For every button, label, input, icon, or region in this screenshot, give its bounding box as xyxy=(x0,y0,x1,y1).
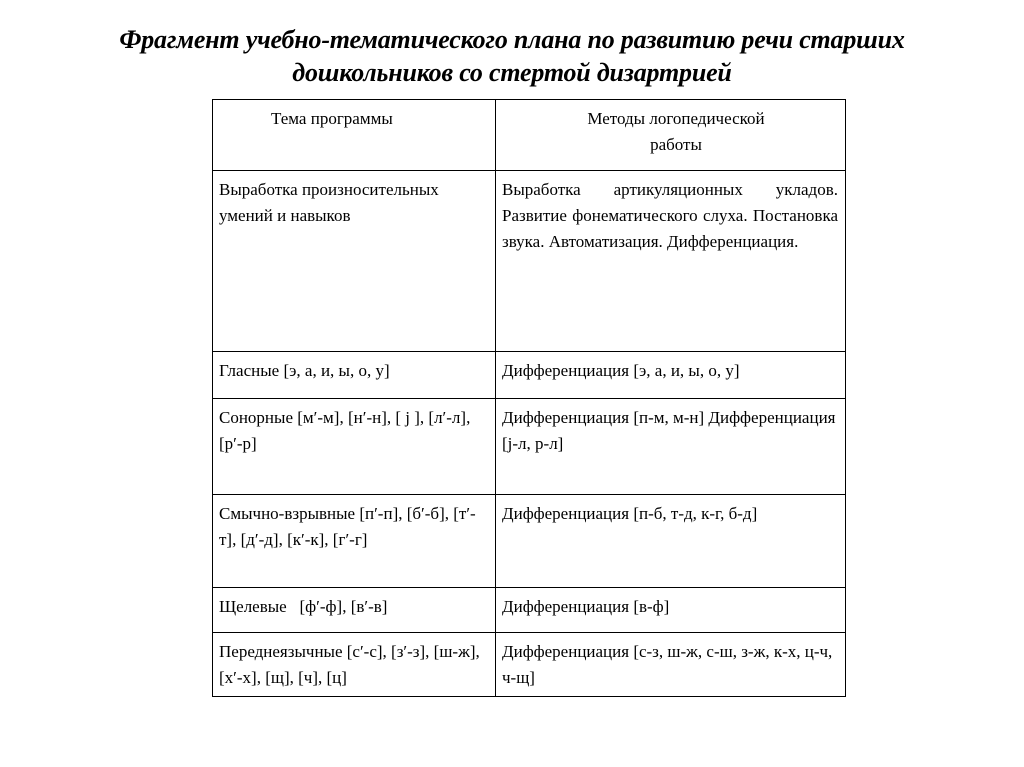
topic-cell: Сонорные [м′-м], [н′-н], [ j ], [л′-л], [р′-р] xyxy=(213,399,496,495)
curriculum-table xyxy=(212,99,846,697)
table-header-row xyxy=(213,100,846,171)
table-row xyxy=(213,171,846,352)
topic-cell: Смычно-взрывные [п′-п], [б′-б], [т′-т], [д′-д], [к′-к], [г′-г] xyxy=(213,495,496,588)
page-title-line2: дошкольников со стертой дизартрией xyxy=(292,58,732,88)
page-title-line1: Фрагмент учебно-тематического плана по развитию речи старших xyxy=(119,25,905,55)
method-cell: Дифференциация [в-ф] xyxy=(496,588,846,633)
table-row xyxy=(213,352,846,399)
topic-cell: Щелевые [ф′-ф], [в′-в] xyxy=(213,588,496,633)
table-row xyxy=(213,495,846,588)
header-methods-line1: Методы логопедической xyxy=(587,109,765,128)
method-cell: Дифференциация [п-б, т-д, к-г, б-д] xyxy=(496,495,846,588)
topic-cell: Гласные [э, а, и, ы, о, у] xyxy=(213,352,496,399)
method-cell: Дифференциация [э, а, и, ы, о, у] xyxy=(496,352,846,399)
method-cell: Дифференциация [п-м, м-н] Дифференциация [j-л, р-л] xyxy=(496,399,846,495)
header-topic: Тема программы xyxy=(213,100,496,171)
method-cell: Выработка артикуляционных укладов. Развитие фонематического слуха. Постановка звука. Автоматизация. Дифференциация. xyxy=(496,171,846,352)
header-methods-line2: работы xyxy=(650,135,702,154)
topic-cell: Переднеязычные [с′-с], [з′-з], [ш-ж], [х′-х], [щ], [ч], [ц] xyxy=(213,633,496,697)
table-row xyxy=(213,399,846,495)
method-cell: Дифференциация [с-з, ш-ж, с-ш, з-ж, к-х, ц-ч, ч-щ] xyxy=(496,633,846,697)
table-row xyxy=(213,588,846,633)
header-methods xyxy=(496,100,846,171)
page-title xyxy=(0,23,1024,89)
topic-cell: Выработка произносительных умений и навыков xyxy=(213,171,496,352)
table-row xyxy=(213,633,846,697)
